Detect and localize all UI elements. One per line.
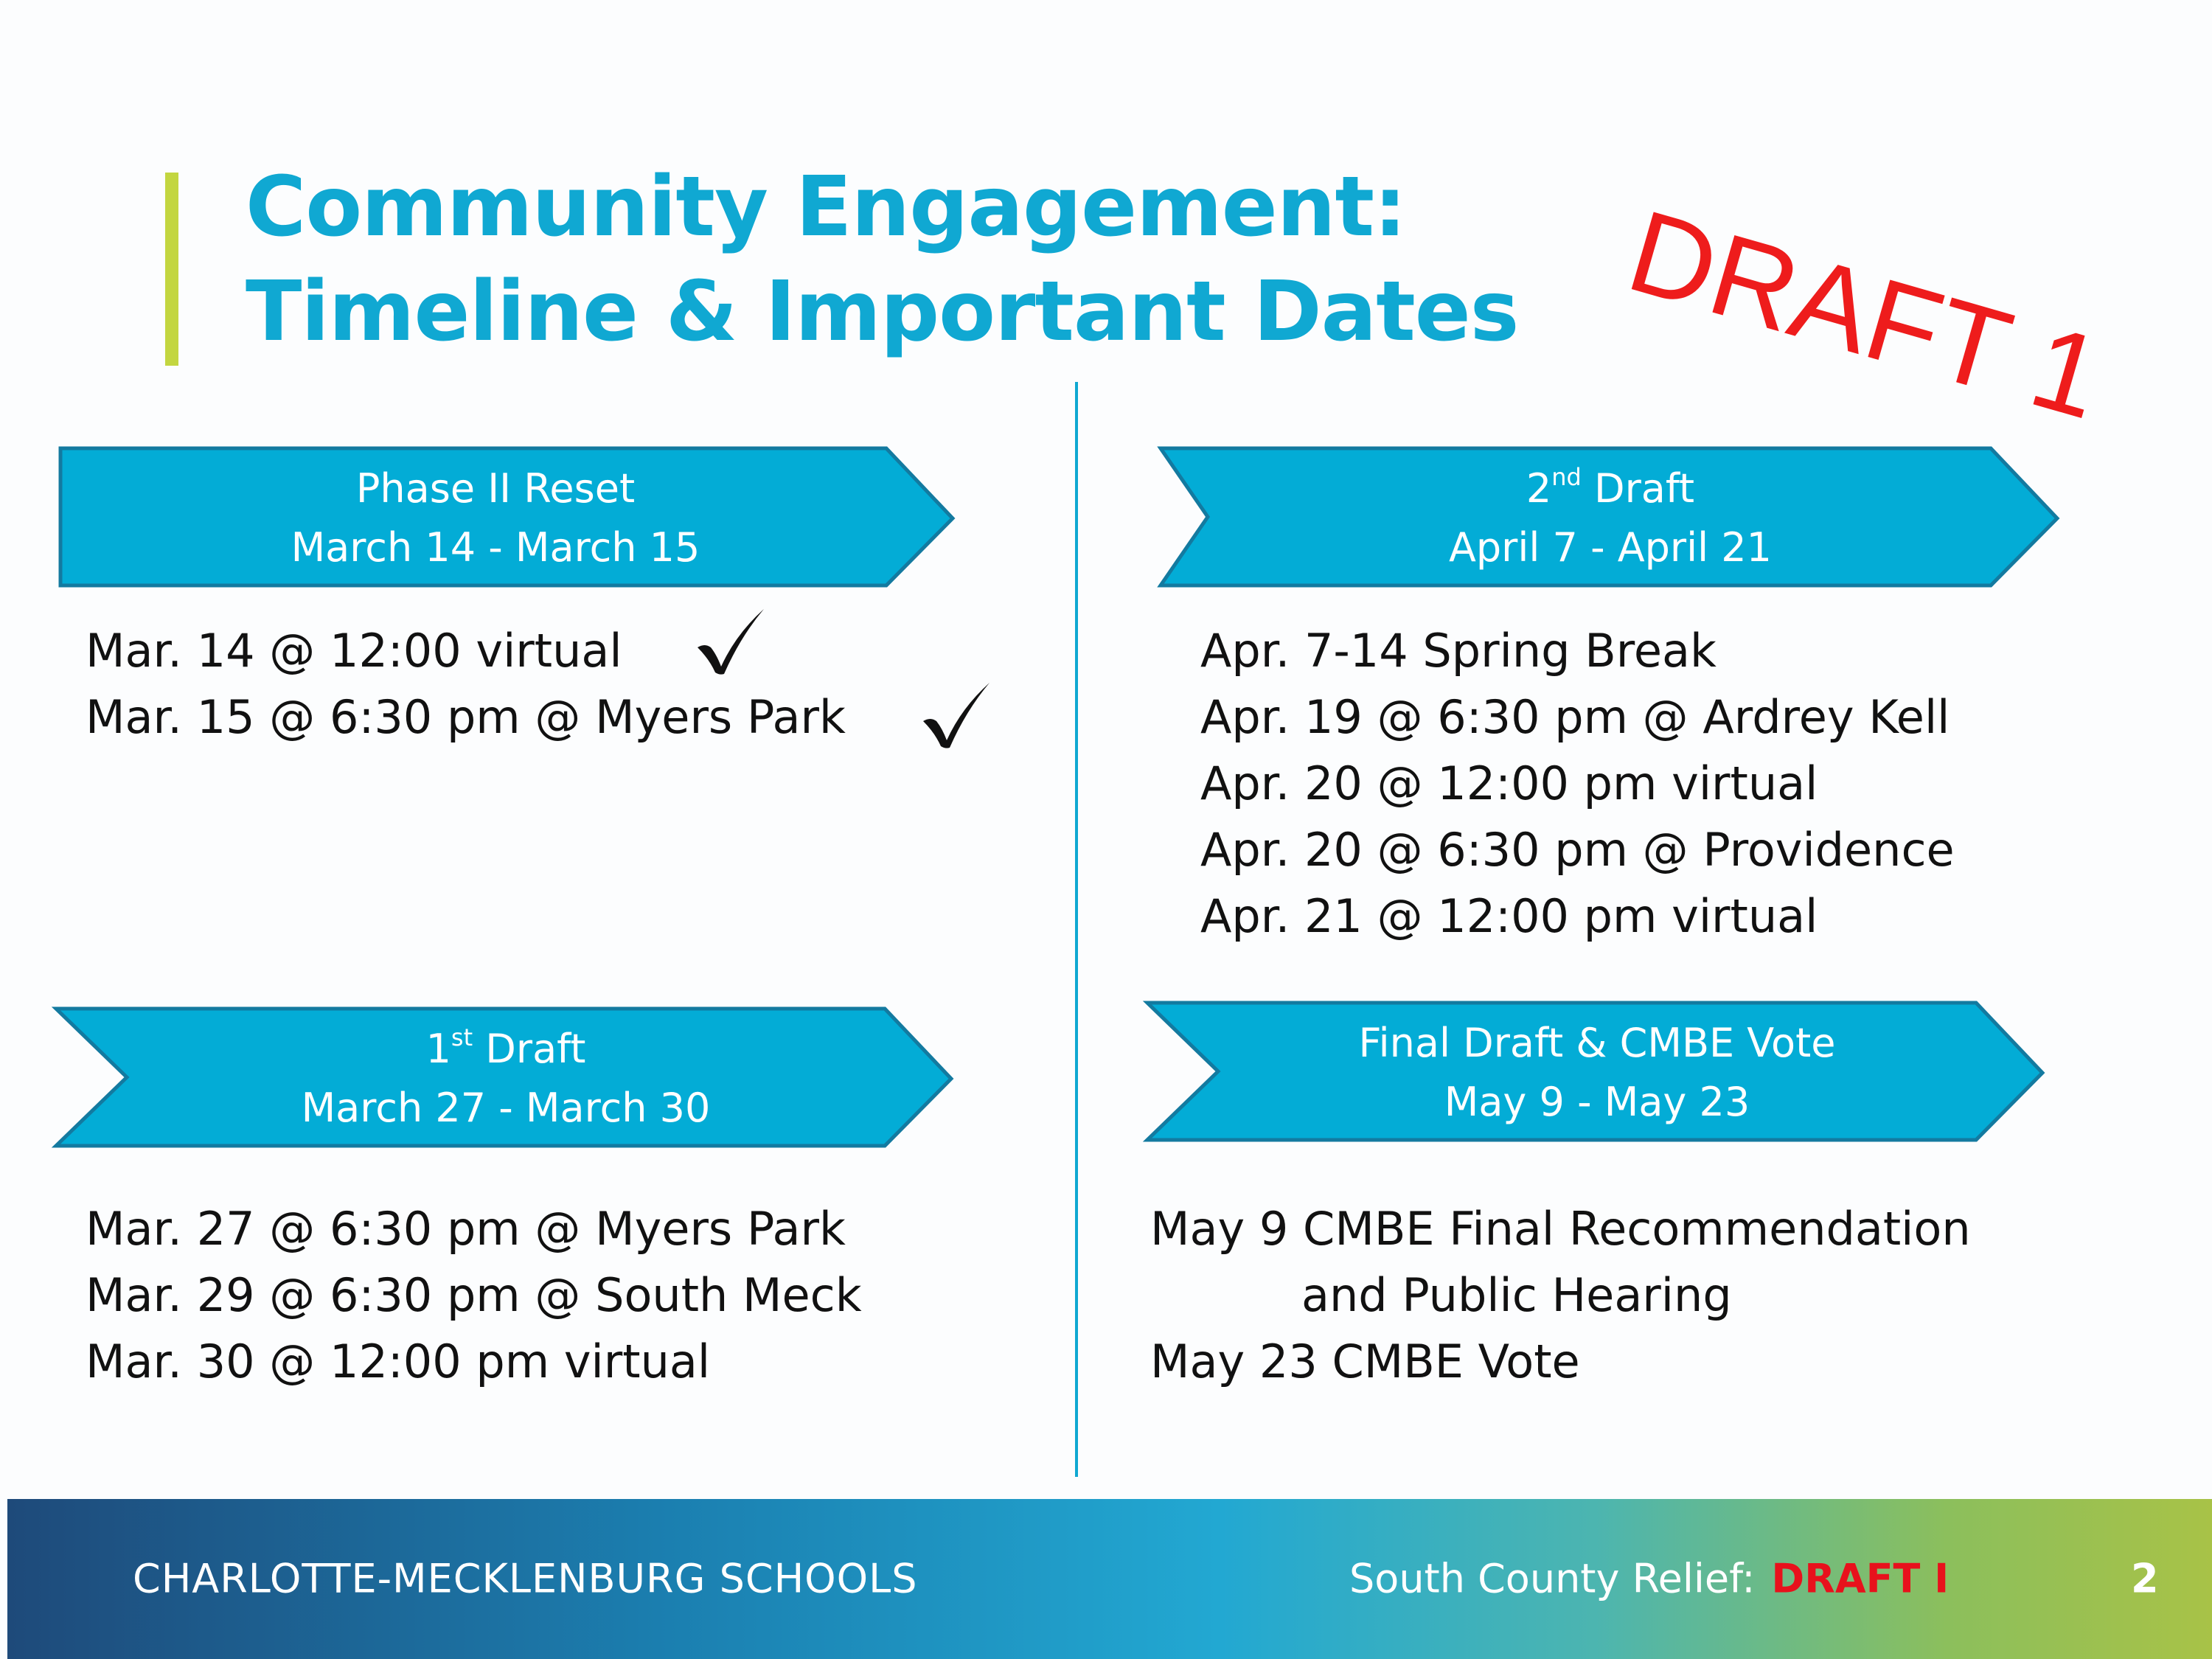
title-line-2: Timeline & Important Dates <box>246 264 1519 360</box>
list-item: Mar. 30 @ 12:00 pm virtual <box>86 1335 711 1388</box>
phase-banner-phase2-reset <box>60 448 960 588</box>
footer-bar <box>7 1499 2212 1659</box>
title-accent-bar <box>165 173 178 366</box>
list-item: Apr. 20 @ 6:30 pm @ Providence <box>1200 823 1955 877</box>
phase-dates: May 9 - May 23 <box>1444 1079 1750 1125</box>
phase-dates: March 14 - March 15 <box>291 524 700 571</box>
list-item: Mar. 27 @ 6:30 pm @ Myers Park <box>86 1202 846 1256</box>
footer-draft-label: DRAFT I <box>1771 1555 1950 1602</box>
phase-banner-label <box>1234 448 1986 588</box>
list-item: Mar. 29 @ 6:30 pm @ South Meck <box>86 1268 862 1322</box>
list-item: Apr. 19 @ 6:30 pm @ Ardrey Kell <box>1200 690 1950 744</box>
list-item: Mar. 14 @ 12:00 virtual <box>86 624 622 678</box>
page-title <box>246 155 1518 364</box>
phase-banner-label <box>1228 1003 1966 1143</box>
second-draft-schedule <box>1200 618 1955 950</box>
phase-title: Phase II Reset <box>355 465 636 512</box>
phase-banner-second-draft <box>1161 448 2060 588</box>
page-number: 2 <box>2131 1555 2159 1602</box>
phase-title: Final Draft & CMBE Vote <box>1358 1020 1836 1066</box>
list-item: Apr. 21 @ 12:00 pm virtual <box>1200 889 1818 943</box>
list-item: May 23 CMBE Vote <box>1150 1335 1580 1388</box>
footer-project-label: South County Relief: <box>1349 1555 1756 1602</box>
list-item: Apr. 20 @ 12:00 pm virtual <box>1200 757 1818 810</box>
center-divider <box>1075 382 1078 1477</box>
phase-banner-first-draft <box>56 1009 956 1149</box>
title-line-1: Community Engagement: <box>246 159 1406 255</box>
list-item: May 9 CMBE Final Recommendation <box>1150 1202 1971 1256</box>
phase-banner-label <box>119 448 872 588</box>
footer-project <box>1349 1556 1949 1602</box>
final-draft-schedule <box>1150 1196 1971 1395</box>
checkmark-icon <box>919 678 992 752</box>
phase-banner-label <box>137 1009 874 1149</box>
phase-dates: April 7 - April 21 <box>1448 524 1773 571</box>
checkmark-icon <box>693 605 767 678</box>
list-item: Mar. 15 @ 6:30 pm @ Myers Park <box>86 690 846 744</box>
phase-dates: March 27 - March 30 <box>301 1085 711 1131</box>
list-item: Apr. 7-14 Spring Break <box>1200 624 1717 678</box>
footer-org-name: CHARLOTTE-MECKLENBURG SCHOOLS <box>133 1555 918 1602</box>
draft-stamp: DRAFT 1 <box>1615 185 2116 444</box>
phase-title: 2nd Draft <box>1526 463 1695 512</box>
phase-banner-final-draft <box>1147 1003 2047 1143</box>
list-item: and Public Hearing <box>1301 1268 1732 1322</box>
phase-title: 1st Draft <box>425 1023 586 1072</box>
first-draft-schedule <box>86 1196 862 1395</box>
